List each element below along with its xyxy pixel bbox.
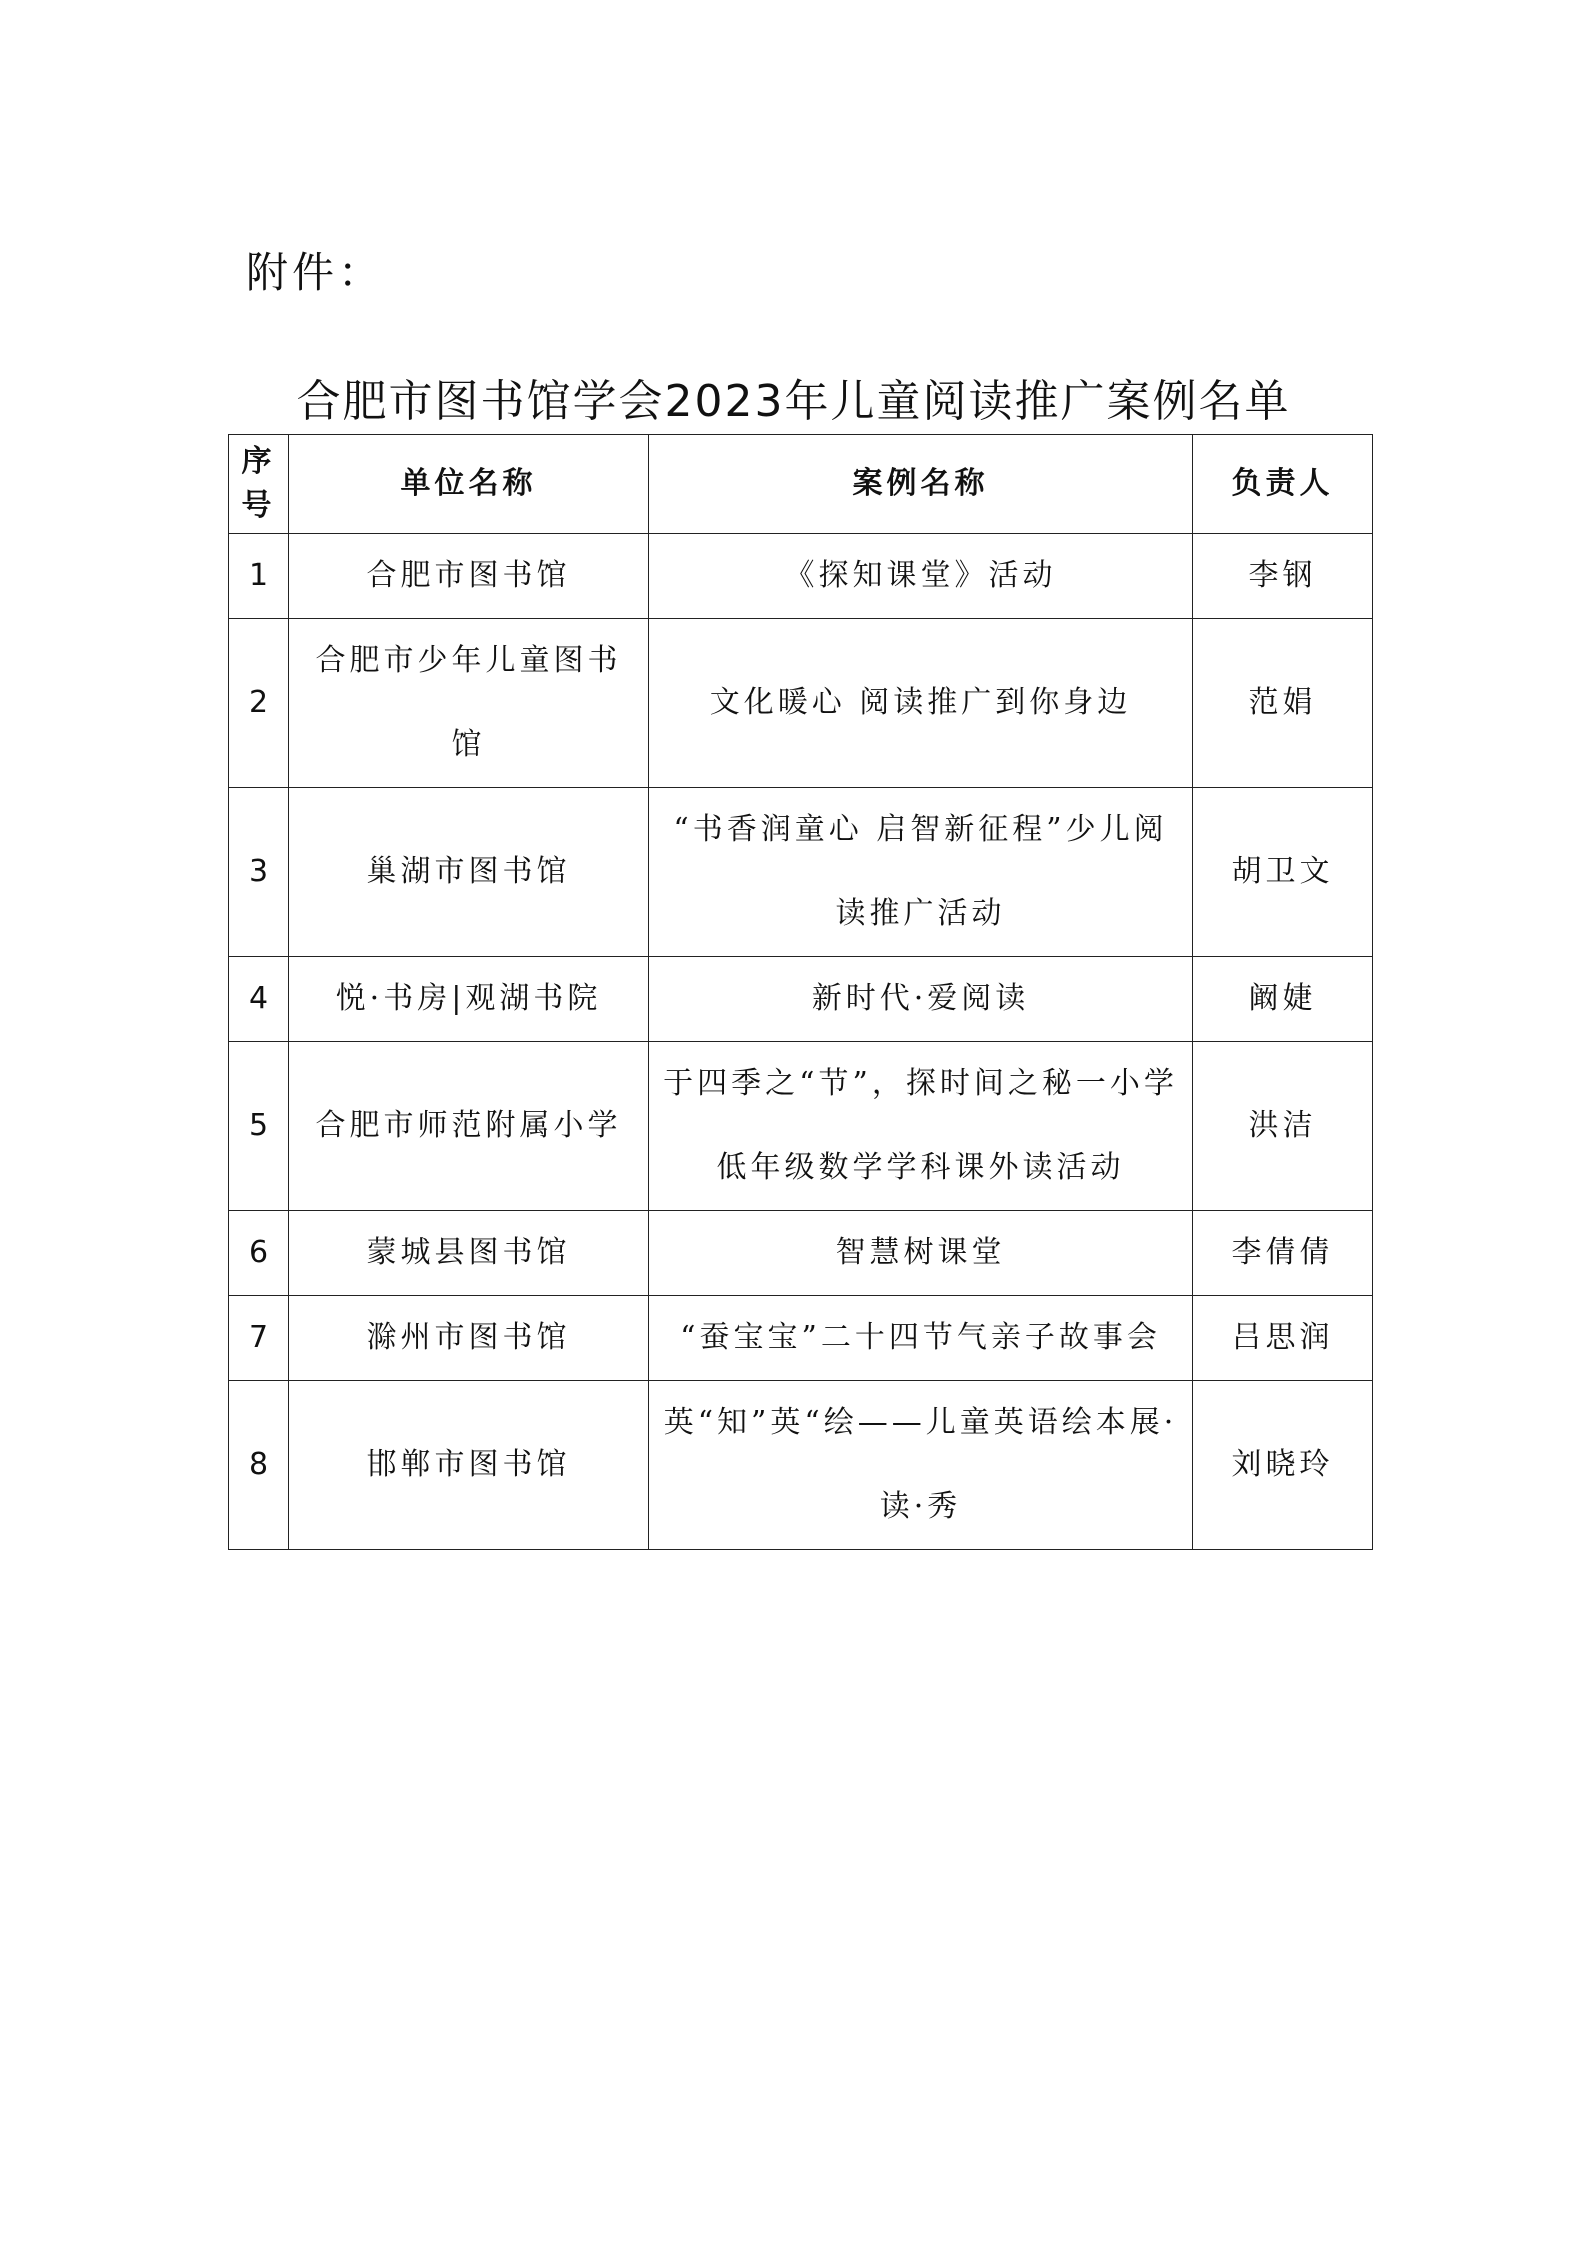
row-case: “蚕宝宝”二十四节气亲子故事会 xyxy=(649,1296,1193,1381)
table-row xyxy=(229,619,1373,788)
table-row xyxy=(229,1211,1373,1296)
attachment-label: 附件： xyxy=(246,248,385,297)
row-seq: 2 xyxy=(229,619,289,788)
row-person: 胡卫文 xyxy=(1193,788,1373,957)
row-case: 英“知”英“绘——儿童英语绘本展·读·秀 xyxy=(649,1381,1193,1550)
row-person: 阚婕 xyxy=(1193,957,1373,1042)
row-person: 李倩倩 xyxy=(1193,1211,1373,1296)
header-person: 负责人 xyxy=(1193,435,1373,534)
row-seq: 6 xyxy=(229,1211,289,1296)
table-row xyxy=(229,1381,1373,1550)
header-case: 案例名称 xyxy=(649,435,1193,534)
document-title: 合肥市图书馆学会2023年儿童阅读推广案例名单 xyxy=(296,376,1291,427)
row-seq: 7 xyxy=(229,1296,289,1381)
row-case: 新时代·爱阅读 xyxy=(649,957,1193,1042)
row-unit: 蒙城县图书馆 xyxy=(289,1211,649,1296)
row-unit: 邯郸市图书馆 xyxy=(289,1381,649,1550)
table-row xyxy=(229,1296,1373,1381)
row-person: 李钢 xyxy=(1193,534,1373,619)
row-case: “书香润童心 启智新征程”少儿阅读推广活动 xyxy=(649,788,1193,957)
case-list-table xyxy=(228,434,1373,1550)
row-person: 洪洁 xyxy=(1193,1042,1373,1211)
row-unit: 合肥市图书馆 xyxy=(289,534,649,619)
row-seq: 4 xyxy=(229,957,289,1042)
row-seq: 5 xyxy=(229,1042,289,1211)
row-seq: 3 xyxy=(229,788,289,957)
row-unit: 合肥市少年儿童图书馆 xyxy=(289,619,649,788)
row-person: 吕思润 xyxy=(1193,1296,1373,1381)
row-unit: 滁州市图书馆 xyxy=(289,1296,649,1381)
row-case: 于四季之“节”，探时间之秘一小学低年级数学学科课外读活动 xyxy=(649,1042,1193,1211)
row-case: 智慧树课堂 xyxy=(649,1211,1193,1296)
row-unit: 巢湖市图书馆 xyxy=(289,788,649,957)
row-case: 《探知课堂》活动 xyxy=(649,534,1193,619)
table-row xyxy=(229,957,1373,1042)
row-person: 范娟 xyxy=(1193,619,1373,788)
table-row xyxy=(229,1042,1373,1211)
table-header-row xyxy=(229,435,1373,534)
row-case: 文化暖心 阅读推广到你身边 xyxy=(649,619,1193,788)
table-row xyxy=(229,788,1373,957)
row-seq: 1 xyxy=(229,534,289,619)
table-row xyxy=(229,534,1373,619)
header-unit: 单位名称 xyxy=(289,435,649,534)
row-unit: 合肥市师范附属小学 xyxy=(289,1042,649,1211)
header-seq: 序号 xyxy=(229,435,289,534)
row-seq: 8 xyxy=(229,1381,289,1550)
row-unit: 悦·书房|观湖书院 xyxy=(289,957,649,1042)
row-person: 刘晓玲 xyxy=(1193,1381,1373,1550)
